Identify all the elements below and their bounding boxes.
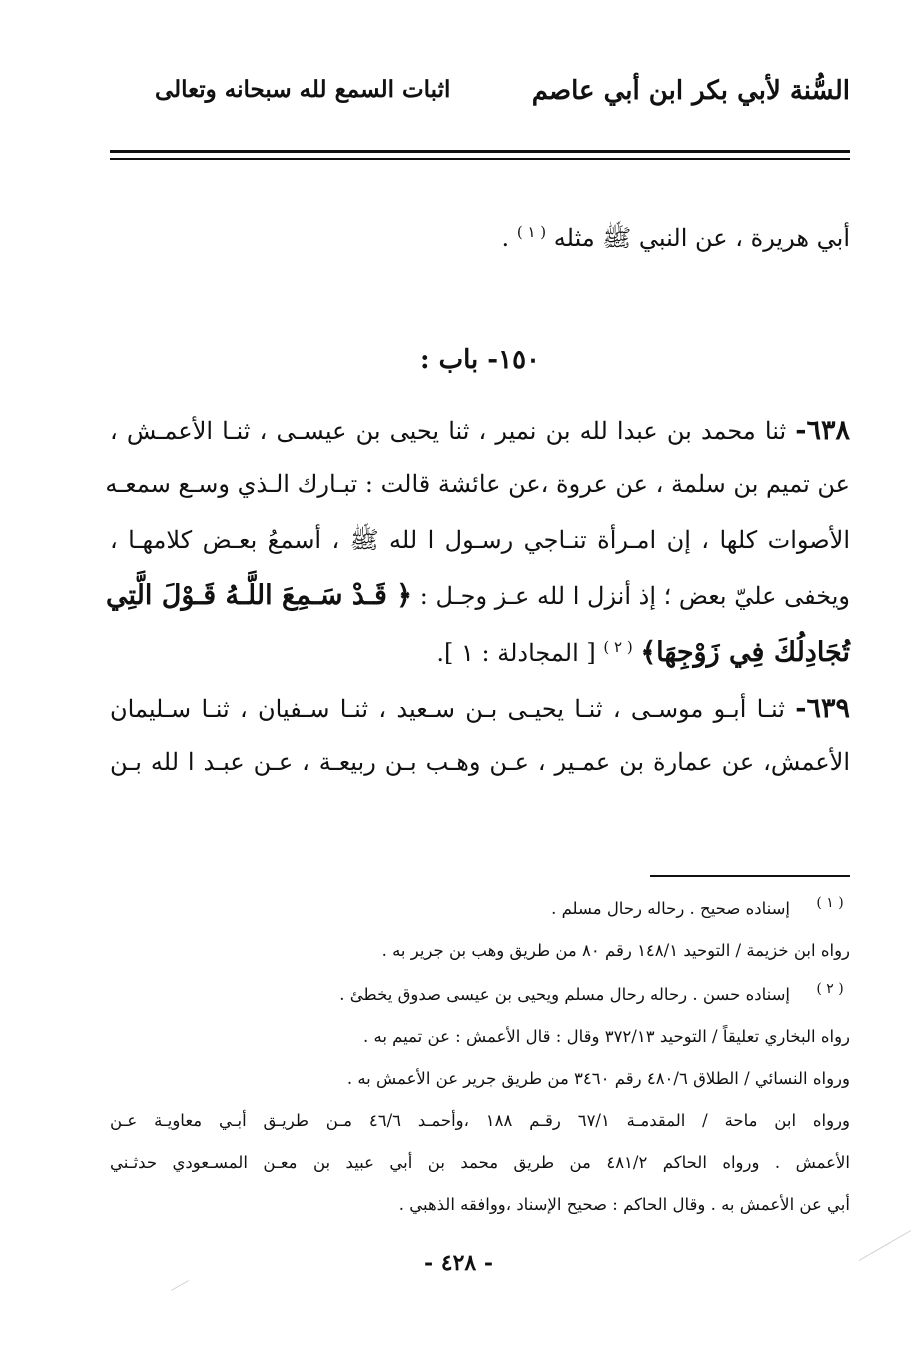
hadith-638-line-1 xyxy=(110,415,850,446)
footnote-separator xyxy=(650,875,850,877)
hadith-638-line-5 xyxy=(436,637,850,668)
carryover-line xyxy=(502,223,850,258)
chapter-title: اثبات السمع لله سبحانه وتعالى xyxy=(155,76,451,103)
quran-reference: [ المجادلة : ١ ]. xyxy=(436,639,596,667)
footnote-2-line-2: رواه البخاري تعليقاً / التوحيد ٣٧٢/١٣ وقال : قال الأعمش : عن تميم به . xyxy=(363,1027,850,1046)
hadith-639-line-2: الأعمش، عن عمارة بن عمـير ، عـن وهـب بـن ربيعـة ، عـن عبـد ا لله بـن xyxy=(110,748,850,776)
hadith-639-number: ٦٣٩- xyxy=(795,693,850,724)
footnote-2-line-6: أبي عن الأعمش به . وقال الحاكم : صحيح الإسناد ،ووافقه الذهبي . xyxy=(398,1195,850,1214)
hadith-638-number: ٦٣٨- xyxy=(795,415,851,446)
carryover-end: . xyxy=(501,224,510,252)
quran-verse-part-2: تُجَادِلُكَ فِي زَوْجِهَا﴾ xyxy=(640,637,850,668)
hadith-639-text-1: ثنـا أبـو موسـى ، ثنـا يحيـى بـن سـعيد ، ثنـا سـفيان ، ثنـا سـليمان xyxy=(110,695,785,723)
scan-artifact xyxy=(171,1280,189,1291)
footnote-1-marker: ( ١ ) xyxy=(816,895,844,911)
footnote-2-line-4: ورواه ابن ماحة / المقدمـة ٦٧/١ رقـم ١٨٨ ،وأحمـد ٤٦/٦ مـن طريـق أبـي معاويـة عـن xyxy=(110,1111,850,1130)
chapter-heading: ١٥٠- باب : xyxy=(419,345,541,375)
hadith-638-line-2: عن تميم بن سلمة ، عن عروة ،عن عائشة قالت : تبـارك الـذي وسـع سمعـه xyxy=(105,470,850,498)
hadith-638-line-4 xyxy=(105,580,850,611)
quran-verse-part-1: ﴿ قَـدْ سَـمِعَ اللَّـهُ قَـوْلَ الَّتِي xyxy=(105,580,413,611)
hadith-638-text-1: ثنا محمد بن عبدا لله بن نمير ، ثنا يحيى بن عيسـى ، ثنـا الأعمـش ، xyxy=(110,417,787,445)
header-rule-thin xyxy=(110,158,850,160)
header-rule-thick xyxy=(110,150,850,153)
footnote-2-line-1: إسناده حسن . رحاله رحال مسلم ويحيى بن عيسى صدوق يخطئ . xyxy=(339,985,790,1004)
footnote-2-line-5: الأعمش . ورواه الحاكم ٤٨١/٢ من طريق محمد بن أبي عبيد بن معـن المسـعودي حدثـني xyxy=(110,1153,850,1172)
page-number: - ٤٢٨ - xyxy=(423,1250,494,1276)
running-header xyxy=(110,64,850,124)
footnote-ref-1: ( ١ ) xyxy=(516,223,547,241)
footnote-2-marker: ( ٢ ) xyxy=(816,981,844,997)
footnote-ref-2: ( ٢ ) xyxy=(603,638,633,656)
footnote-1-line-2: رواه ابن خزيمة / التوحيد ١٤٨/١ رقم ٨٠ من طريق وهب بن جرير به . xyxy=(381,941,850,960)
hadith-638-line-3: الأصوات كلها ، إن امـرأة تنـاجي رسـول ا لله ﷺ ، أسمعُ بعـض كلامهـا ، xyxy=(110,526,850,554)
hadith-638-text-4: ويخفى عليّ بعض ؛ إذ أنزل ا لله عـز وجـل : xyxy=(419,582,850,610)
hadith-639-line-1 xyxy=(110,693,850,724)
book-title: السُّنة لأبي بكر ابن أبي عاصم xyxy=(531,76,850,106)
carryover-text: أبي هريرة ، عن النبي ﷺ مثله xyxy=(553,224,850,252)
footnote-1-line-1: إسناده صحيح . رحاله رحال مسلم . xyxy=(551,899,790,918)
footnote-2-line-3: ورواه النسائي / الطلاق ٤٨٠/٦ رقم ٣٤٦٠ من طريق جرير عن الأعمش به . xyxy=(346,1069,850,1088)
